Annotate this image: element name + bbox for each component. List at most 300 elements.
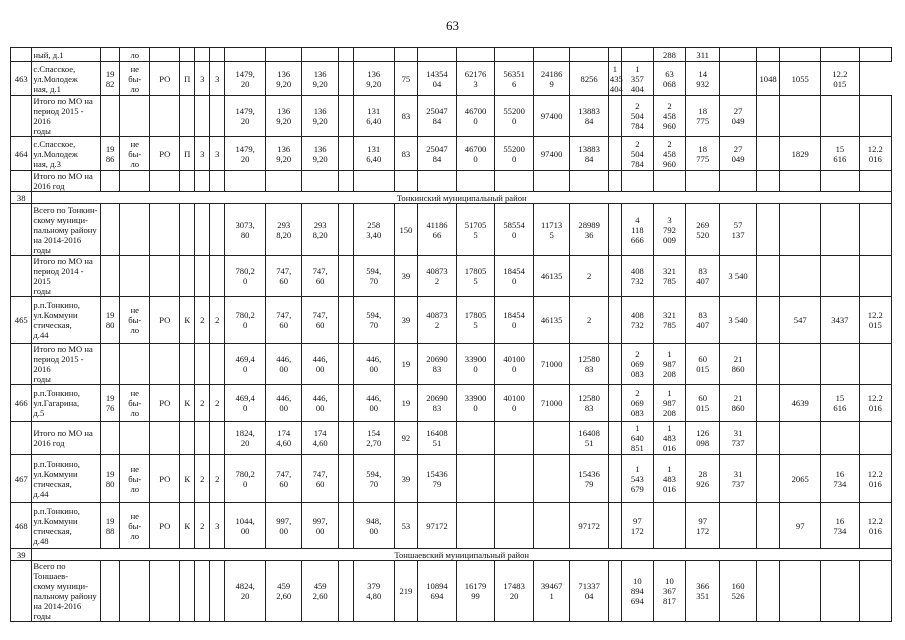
- table-cell: 40100 0: [495, 385, 534, 422]
- table-cell: 1 987 208: [653, 344, 685, 385]
- table-cell: [210, 171, 225, 192]
- table-cell: [195, 204, 210, 256]
- table-cell: 2: [210, 297, 225, 344]
- table-cell: [533, 422, 569, 455]
- table-cell: 40873 2: [418, 256, 457, 297]
- table-cell: [608, 503, 621, 549]
- table-cell: 2: [210, 455, 225, 503]
- row-number-cell: [11, 204, 32, 256]
- table-cell: [533, 455, 569, 503]
- table-cell: [608, 256, 621, 297]
- table-cell: 469,4 0: [225, 385, 266, 422]
- table-cell: [210, 561, 225, 622]
- table-cell: [756, 48, 780, 62]
- table-cell: [621, 171, 653, 192]
- table-cell: 25047 84: [418, 96, 457, 137]
- table-cell: 17805 5: [456, 297, 495, 344]
- row-number-cell: [11, 48, 32, 62]
- table-cell: [756, 96, 780, 137]
- table-cell: 2: [195, 503, 210, 549]
- table-cell: 12.2 016: [859, 385, 891, 422]
- table-cell: [780, 422, 821, 455]
- table-cell: [780, 561, 821, 622]
- table-cell: 39: [394, 256, 418, 297]
- table-cell: 83 407: [686, 297, 720, 344]
- table-cell: 14 932: [686, 62, 720, 96]
- table-cell: [394, 171, 418, 192]
- table-cell: 547: [780, 297, 821, 344]
- table-cell: 46700 0: [456, 96, 495, 137]
- table-row: [11, 204, 892, 256]
- table-cell: 39: [394, 297, 418, 344]
- table-cell: 594, 70: [353, 297, 394, 344]
- table-cell: [338, 171, 353, 192]
- row-number-cell: 465: [11, 297, 32, 344]
- table-cell: 293 8,20: [266, 204, 302, 256]
- table-cell: 18454 0: [495, 256, 534, 297]
- address-cell: Всего по Тонкин- скому муници- пальному району на 2014-2016 годы: [32, 204, 101, 256]
- table-cell: 1 543 679: [621, 455, 653, 503]
- table-cell: 136 9,20: [302, 62, 338, 96]
- table-cell: 28 926: [686, 455, 720, 503]
- table-cell: [621, 48, 653, 62]
- table-cell: [859, 422, 891, 455]
- table-cell: 2 069 083: [621, 385, 653, 422]
- table-cell: 154 2,70: [353, 422, 394, 455]
- table-cell: [495, 171, 534, 192]
- table-cell: [780, 204, 821, 256]
- table-cell: 18 775: [686, 137, 720, 171]
- table-cell: 19 86: [101, 137, 120, 171]
- table-cell: 4824, 20: [225, 561, 266, 622]
- table-row: [11, 455, 892, 503]
- table-cell: [821, 171, 860, 192]
- table-cell: [195, 96, 210, 137]
- table-cell: 408 732: [621, 297, 653, 344]
- table-cell: 12.2 016: [859, 455, 891, 503]
- table-cell: 446, 00: [266, 344, 302, 385]
- table-cell: [120, 171, 150, 192]
- row-number-cell: 463: [11, 62, 32, 96]
- table-cell: 12.2 016: [859, 137, 891, 171]
- table-cell: 46135: [533, 256, 569, 297]
- table-cell: [195, 48, 210, 62]
- table-cell: 3: [210, 62, 225, 96]
- table-cell: [266, 171, 302, 192]
- table-cell: [120, 96, 150, 137]
- table-cell: 3: [210, 503, 225, 549]
- table-cell: 160 526: [720, 561, 756, 622]
- table-row: [11, 385, 892, 422]
- table-cell: [756, 385, 780, 422]
- table-cell: 12.2 016: [859, 503, 891, 549]
- table-cell: 4 118 666: [621, 204, 653, 256]
- table-row: [11, 48, 892, 62]
- table-cell: 60 015: [686, 385, 720, 422]
- table-cell: [720, 503, 756, 549]
- table-cell: [195, 171, 210, 192]
- table-cell: 40873 2: [418, 297, 457, 344]
- housing-register-table: [10, 47, 892, 622]
- table-cell: [353, 48, 394, 62]
- table-cell: 97172: [418, 503, 457, 549]
- table-cell: 2065: [780, 455, 821, 503]
- table-cell: 16408 51: [570, 422, 609, 455]
- table-cell: 16 734: [821, 455, 860, 503]
- table-cell: [302, 171, 338, 192]
- table-cell: 1829: [780, 137, 821, 171]
- table-cell: [150, 256, 180, 297]
- table-cell: 16179 99: [456, 561, 495, 622]
- table-cell: 12.2 015: [821, 62, 860, 96]
- table-cell: [338, 561, 353, 622]
- table-cell: [302, 48, 338, 62]
- table-cell: [859, 256, 891, 297]
- table-cell: 97: [780, 503, 821, 549]
- table-cell: 83: [394, 137, 418, 171]
- address-cell: с.Спасское, ул.Молодеж ная, д.3: [32, 137, 101, 171]
- table-cell: [195, 344, 210, 385]
- table-cell: не бы- ло: [120, 137, 150, 171]
- table-cell: 1479, 20: [225, 62, 266, 96]
- table-cell: [821, 204, 860, 256]
- table-cell: 747, 60: [302, 455, 338, 503]
- table-cell: 2 069 083: [621, 344, 653, 385]
- table-cell: 97 172: [621, 503, 653, 549]
- table-row: [11, 561, 892, 622]
- table-cell: [210, 422, 225, 455]
- table-cell: [608, 137, 621, 171]
- table-cell: 27 049: [720, 137, 756, 171]
- table-cell: 19 80: [101, 297, 120, 344]
- table-cell: 594, 70: [353, 256, 394, 297]
- table-cell: 311: [686, 48, 720, 62]
- row-number-cell: [11, 96, 32, 137]
- table-cell: [859, 561, 891, 622]
- table-cell: [608, 561, 621, 622]
- table-cell: 1 483 016: [653, 455, 685, 503]
- table-cell: 10 894 694: [621, 561, 653, 622]
- table-cell: [101, 204, 120, 256]
- table-cell: [338, 344, 353, 385]
- table-cell: 1479, 20: [225, 96, 266, 137]
- table-row: [11, 96, 892, 137]
- table-cell: 747, 60: [302, 297, 338, 344]
- table-cell: 126 098: [686, 422, 720, 455]
- table-cell: 97 172: [686, 503, 720, 549]
- table-cell: [859, 204, 891, 256]
- table-cell: 60 015: [686, 344, 720, 385]
- table-cell: 2 458 960: [653, 96, 685, 137]
- table-cell: 57 137: [720, 204, 756, 256]
- table-cell: [686, 171, 720, 192]
- table-cell: 19: [394, 385, 418, 422]
- table-cell: [210, 204, 225, 256]
- table-cell: 1 987 208: [653, 385, 685, 422]
- address-cell: Итого по МО на период 2014 - 2015 годы: [32, 256, 101, 297]
- table-cell: [756, 503, 780, 549]
- table-cell: [780, 171, 821, 192]
- row-number-cell: 464: [11, 137, 32, 171]
- table-cell: РО: [150, 503, 180, 549]
- table-cell: [859, 344, 891, 385]
- table-cell: [608, 344, 621, 385]
- table-cell: 136 9,20: [353, 62, 394, 96]
- table-cell: РО: [150, 137, 180, 171]
- table-row: [11, 171, 892, 192]
- table-cell: 2: [210, 385, 225, 422]
- table-cell: 2: [570, 256, 609, 297]
- table-cell: 19 80: [101, 455, 120, 503]
- table-cell: [859, 171, 891, 192]
- table-cell: 2: [195, 455, 210, 503]
- table-cell: [720, 171, 756, 192]
- table-cell: [821, 344, 860, 385]
- section-number: 38: [11, 192, 32, 204]
- table-cell: 18 775: [686, 96, 720, 137]
- address-cell: Итого по МО на 2016 год: [32, 422, 101, 455]
- table-cell: 747, 60: [266, 455, 302, 503]
- table-cell: [394, 48, 418, 62]
- table-cell: 1055: [780, 62, 821, 96]
- table-cell: [533, 503, 569, 549]
- row-number-cell: 467: [11, 455, 32, 503]
- table-cell: 71000: [533, 385, 569, 422]
- table-cell: К: [180, 455, 195, 503]
- table-cell: 321 785: [653, 297, 685, 344]
- table-cell: [195, 422, 210, 455]
- table-cell: 2 458 960: [653, 137, 685, 171]
- table-cell: [101, 422, 120, 455]
- table-cell: 747, 60: [302, 256, 338, 297]
- table-cell: 31 737: [720, 455, 756, 503]
- table-cell: [608, 48, 621, 62]
- table-cell: 3: [195, 137, 210, 171]
- table-cell: 174 4,60: [266, 422, 302, 455]
- table-cell: [338, 422, 353, 455]
- table-cell: [821, 561, 860, 622]
- table-cell: 15436 79: [418, 455, 457, 503]
- table-cell: 948, 00: [353, 503, 394, 549]
- table-cell: не бы- ло: [120, 455, 150, 503]
- table-cell: 4639: [780, 385, 821, 422]
- section-title: Тоншаевский муниципальный район: [32, 549, 892, 561]
- table-cell: 1 483 016: [653, 422, 685, 455]
- table-cell: 997, 00: [302, 503, 338, 549]
- table-cell: РО: [150, 385, 180, 422]
- table-cell: 446, 00: [353, 344, 394, 385]
- table-cell: [180, 204, 195, 256]
- table-cell: 19: [394, 344, 418, 385]
- table-cell: [180, 256, 195, 297]
- table-cell: [756, 344, 780, 385]
- address-cell: р.п.Тонкино, ул.Гагарина, д.5: [32, 385, 101, 422]
- table-cell: 2 504 784: [621, 137, 653, 171]
- table-cell: [338, 455, 353, 503]
- table-cell: [150, 204, 180, 256]
- table-cell: [495, 503, 534, 549]
- table-cell: 12.2 015: [859, 297, 891, 344]
- table-cell: 24186 9: [533, 62, 569, 96]
- table-cell: 16 734: [821, 503, 860, 549]
- table-cell: РО: [150, 297, 180, 344]
- table-cell: 3 540: [720, 256, 756, 297]
- table-cell: 21 860: [720, 385, 756, 422]
- table-cell: [495, 455, 534, 503]
- table-cell: [180, 344, 195, 385]
- table-cell: [101, 48, 120, 62]
- table-row: [11, 62, 892, 96]
- table-cell: 293 8,20: [302, 204, 338, 256]
- table-cell: 97400: [533, 96, 569, 137]
- table-cell: 15 616: [821, 137, 860, 171]
- table-cell: 1824, 20: [225, 422, 266, 455]
- table-cell: [180, 96, 195, 137]
- table-cell: [338, 96, 353, 137]
- table-cell: 20690 83: [418, 344, 457, 385]
- table-cell: 27 049: [720, 96, 756, 137]
- table-cell: [266, 48, 302, 62]
- table-cell: [338, 137, 353, 171]
- table-cell: 219: [394, 561, 418, 622]
- table-cell: 14354 04: [418, 62, 457, 96]
- table-cell: 19 88: [101, 503, 120, 549]
- table-cell: [720, 62, 756, 96]
- table-cell: [120, 344, 150, 385]
- table-cell: 3: [195, 62, 210, 96]
- table-cell: 62176 3: [456, 62, 495, 96]
- table-cell: 136 9,20: [266, 96, 302, 137]
- table-cell: [338, 204, 353, 256]
- table-cell: [720, 48, 756, 62]
- table-cell: 92: [394, 422, 418, 455]
- table-cell: 150: [394, 204, 418, 256]
- row-number-cell: [11, 171, 32, 192]
- table-cell: [653, 503, 685, 549]
- table-cell: 55200 0: [495, 96, 534, 137]
- table-cell: 258 3,40: [353, 204, 394, 256]
- table-cell: 40100 0: [495, 344, 534, 385]
- table-cell: не бы- ло: [120, 62, 150, 96]
- table-cell: [608, 455, 621, 503]
- table-cell: [338, 48, 353, 62]
- table-cell: [101, 344, 120, 385]
- table-cell: [756, 297, 780, 344]
- table-cell: 469,4 0: [225, 344, 266, 385]
- table-cell: 56351 6: [495, 62, 534, 96]
- table-cell: 8256: [570, 62, 609, 96]
- table-row: [11, 503, 892, 549]
- table-cell: [570, 171, 609, 192]
- table-cell: [456, 422, 495, 455]
- table-cell: 446, 00: [353, 385, 394, 422]
- table-cell: 11713 5: [533, 204, 569, 256]
- table-cell: [756, 137, 780, 171]
- address-cell: Итого по МО на период 2015 - 2016 годы: [32, 344, 101, 385]
- table-cell: [338, 385, 353, 422]
- table-cell: [353, 171, 394, 192]
- table-cell: [418, 171, 457, 192]
- table-cell: 18454 0: [495, 297, 534, 344]
- table-cell: [756, 422, 780, 455]
- table-cell: 1 640 851: [621, 422, 653, 455]
- table-cell: 3073, 80: [225, 204, 266, 256]
- table-cell: [859, 96, 891, 137]
- table-cell: П: [180, 62, 195, 96]
- table-cell: [608, 297, 621, 344]
- table-cell: 459 2,60: [302, 561, 338, 622]
- table-row: [11, 344, 892, 385]
- table-cell: 71337 04: [570, 561, 609, 622]
- table-cell: [456, 171, 495, 192]
- table-cell: [210, 256, 225, 297]
- table-cell: 2: [195, 385, 210, 422]
- table-cell: [195, 561, 210, 622]
- table-cell: [653, 171, 685, 192]
- table-cell: 2: [195, 297, 210, 344]
- table-cell: 16408 51: [418, 422, 457, 455]
- table-cell: [150, 561, 180, 622]
- table-cell: 747, 60: [266, 297, 302, 344]
- table-cell: 136 9,20: [302, 96, 338, 137]
- table-cell: ло: [120, 48, 150, 62]
- table-cell: 20690 83: [418, 385, 457, 422]
- row-number-cell: [11, 344, 32, 385]
- table-cell: [533, 171, 569, 192]
- table-cell: 58554 0: [495, 204, 534, 256]
- table-cell: 2 504 784: [621, 96, 653, 137]
- table-cell: 3: [210, 137, 225, 171]
- section-row: [11, 192, 892, 204]
- table-cell: [180, 48, 195, 62]
- table-cell: [338, 62, 353, 96]
- table-cell: К: [180, 503, 195, 549]
- table-cell: [120, 561, 150, 622]
- address-cell: р.п.Тонкино, ул.Коммуни стическая, д.48: [32, 503, 101, 549]
- table-cell: [195, 256, 210, 297]
- table-cell: 269 520: [686, 204, 720, 256]
- table-cell: [101, 171, 120, 192]
- section-title: Тонкинский муниципальный район: [32, 192, 892, 204]
- table-cell: [418, 48, 457, 62]
- table-row: [11, 256, 892, 297]
- table-cell: [150, 96, 180, 137]
- table-cell: 2: [570, 297, 609, 344]
- table-cell: [180, 171, 195, 192]
- table-cell: 15436 79: [570, 455, 609, 503]
- table-cell: 21 860: [720, 344, 756, 385]
- table-cell: 17805 5: [456, 256, 495, 297]
- table-cell: 83: [394, 96, 418, 137]
- table-cell: [225, 171, 266, 192]
- table-cell: 459 2,60: [266, 561, 302, 622]
- table-cell: 46135: [533, 297, 569, 344]
- table-cell: [338, 256, 353, 297]
- address-cell: Всего по Тоншаев- скому муници- пальному району на 2014-2016 годы: [32, 561, 101, 622]
- table-cell: 55200 0: [495, 137, 534, 171]
- table-cell: [120, 422, 150, 455]
- table-cell: РО: [150, 455, 180, 503]
- table-cell: [495, 48, 534, 62]
- table-cell: 3437: [821, 297, 860, 344]
- table-cell: 17483 20: [495, 561, 534, 622]
- row-number-cell: [11, 422, 32, 455]
- table-cell: 10894 694: [418, 561, 457, 622]
- table-cell: [150, 422, 180, 455]
- table-cell: 780,2 0: [225, 455, 266, 503]
- table-cell: [210, 344, 225, 385]
- address-cell: Итого по МО на период 2015 - 2016 годы: [32, 96, 101, 137]
